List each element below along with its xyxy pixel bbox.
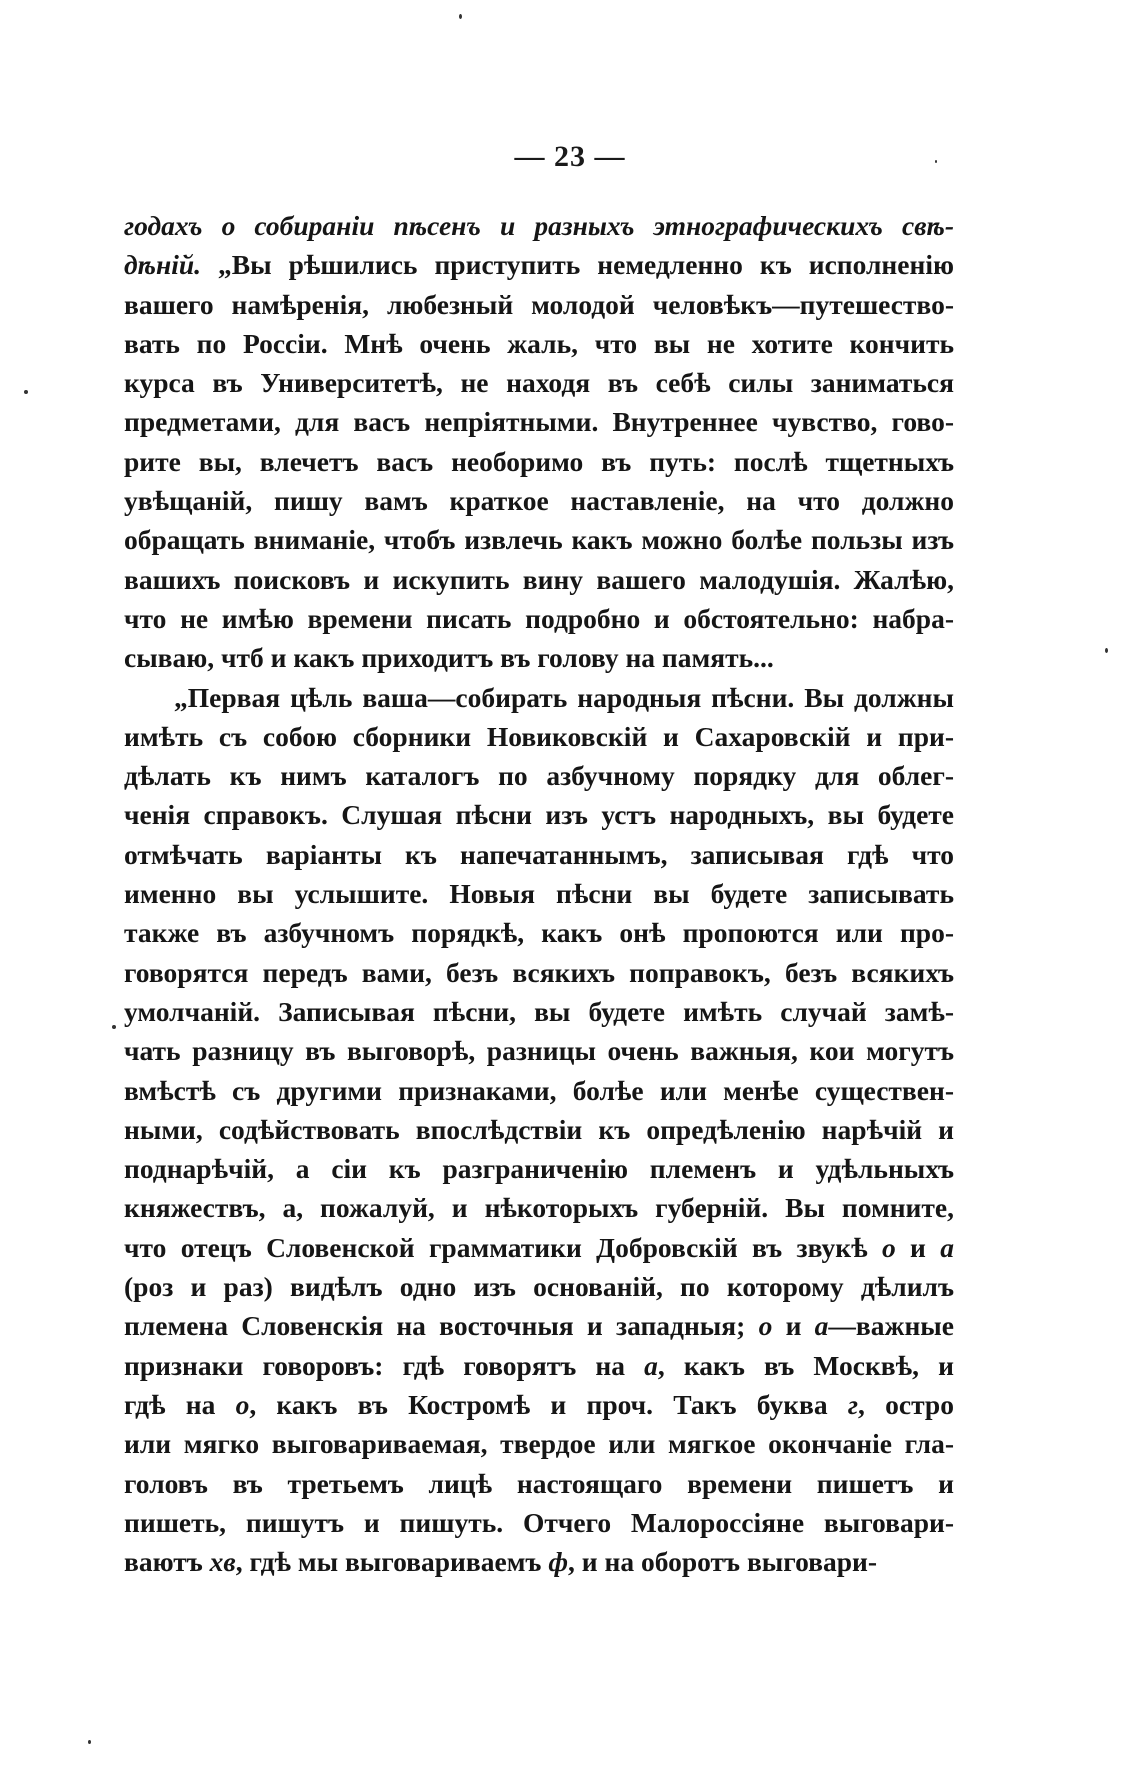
text-segment: поднарѣчій, а сіи къ разграниченію племенъ и удѣльныхъ — [124, 1153, 954, 1185]
text-line — [124, 1110, 954, 1149]
text-line — [124, 1188, 954, 1227]
text-line — [124, 1267, 954, 1306]
italic-text-segment: а — [644, 1349, 658, 1381]
text-segment: говорятся передъ вами, безъ всякихъ поправокъ, безъ всякихъ — [124, 956, 954, 988]
italic-text-segment: о — [235, 1388, 250, 1420]
italic-text-segment: годахъ о собираніи пѣсенъ и разныхъ этнографическихъ свѣ- — [124, 210, 954, 241]
text-line — [124, 1071, 954, 1110]
text-segment: чать разницу въ выговорѣ, разницы очень важныя, кои могутъ — [124, 1035, 954, 1067]
text-segment: что отецъ Словенской грамматики Добровскій въ звукѣ — [124, 1231, 882, 1263]
text-segment: (роз и раз) видѣлъ одно изъ основаній, по которому дѣлилъ — [124, 1271, 954, 1303]
text-segment: ченія справокъ. Слушая пѣсни изъ устъ народныхъ, вы будете — [124, 799, 954, 831]
text-line — [124, 913, 954, 952]
text-line — [124, 678, 954, 717]
text-segment: пишеть, пишутъ и пишуть. Отчего Малороссіяне выговари- — [124, 1506, 954, 1538]
text-line — [124, 1031, 954, 1070]
text-segment: , гдѣ мы выговариваемъ — [235, 1546, 549, 1578]
text-segment: дѣлать къ нимъ каталогъ по азбучному порядку для облег- — [124, 760, 954, 792]
text-segment: также въ азбучномъ порядкѣ, какъ онѣ пропоются или про- — [124, 917, 954, 949]
text-line — [124, 245, 954, 284]
italic-text-segment: о — [758, 1310, 773, 1342]
scan-speck — [88, 1740, 91, 1744]
text-segment: и — [772, 1310, 815, 1342]
text-line — [124, 638, 954, 677]
scan-speck — [112, 1025, 116, 1029]
text-line — [124, 599, 954, 638]
text-segment: или мягко выговариваемая, твердое или мягкое окончаніе гла- — [124, 1428, 954, 1460]
text-segment: , и на оборотъ выговари- — [568, 1546, 878, 1578]
text-segment: вать по Россіи. Мнѣ очень жаль, что вы не хотите кончить — [124, 327, 954, 359]
text-segment: , остро — [858, 1388, 954, 1420]
text-segment: отмѣчать варіанты къ напечатаннымъ, записывая гдѣ что — [124, 838, 954, 870]
text-segment: что не имѣю времени писать подробно и обстоятельно: набра- — [124, 602, 954, 634]
text-segment: ваютъ — [124, 1546, 210, 1578]
text-line — [124, 363, 954, 402]
italic-text-segment: о — [881, 1231, 896, 1263]
text-line — [124, 206, 954, 245]
text-segment: „Вы рѣшились приступить немедленно къ исполненію — [201, 249, 954, 281]
scan-speck — [459, 14, 462, 19]
text-segment: признаки говоровъ: гдѣ говорятъ на — [124, 1349, 645, 1381]
text-segment: племена Словенскія на восточныя и западныя; — [124, 1310, 759, 1342]
text-line — [124, 324, 954, 363]
text-line — [124, 1346, 954, 1385]
text-line — [124, 756, 954, 795]
text-line — [124, 1385, 954, 1424]
text-line — [124, 1503, 954, 1542]
italic-text-segment: а — [940, 1231, 954, 1263]
text-line — [124, 992, 954, 1031]
text-line — [124, 402, 954, 441]
text-segment: предметами, для васъ непріятными. Внутреннее чувство, гово- — [124, 406, 954, 438]
text-line — [124, 717, 954, 756]
text-segment: имѣть съ собою сборники Новиковскій и Сахаровскій и при- — [124, 720, 954, 752]
body-text — [124, 206, 954, 1581]
text-segment: , какъ въ Москвѣ, и — [657, 1349, 954, 1381]
text-segment: увѣщаній, пишу вамъ краткое наставленіе, на что должно — [124, 485, 954, 517]
text-segment: курса въ Университетѣ, не находя въ себѣ силы заниматься — [124, 367, 954, 399]
text-line — [124, 795, 954, 834]
text-line — [124, 1306, 954, 1345]
italic-text-segment: дѣній. — [124, 249, 202, 281]
text-line — [124, 1149, 954, 1188]
text-segment: ными, содѣйствовать впослѣдствіи къ опредѣленію нарѣчій и — [124, 1113, 954, 1145]
text-segment: гдѣ на — [124, 1388, 236, 1420]
italic-text-segment: г — [847, 1388, 859, 1420]
text-segment: вмѣстѣ съ другими признаками, болѣе или менѣе существен- — [124, 1074, 954, 1106]
scan-speck — [1105, 648, 1108, 653]
text-segment: сываю, чтб и какъ приходитъ въ голову на память... — [124, 642, 774, 674]
text-line — [124, 1464, 954, 1503]
text-line — [124, 481, 954, 520]
italic-text-segment: хв — [209, 1546, 236, 1578]
text-segment: рите вы, влечетъ васъ необоримо въ путь: послѣ тщетныхъ — [124, 445, 954, 477]
text-segment: княжествъ, а, пожалуй, и нѣкоторыхъ губерній. Вы помните, — [124, 1192, 954, 1224]
text-line — [124, 1424, 954, 1463]
text-segment: —важные — [828, 1310, 954, 1342]
page-number: — 23 — — [514, 140, 626, 173]
text-line — [124, 835, 954, 874]
scan-speck — [24, 390, 28, 394]
text-line — [124, 520, 954, 559]
text-line — [124, 285, 954, 324]
text-segment: умолчаній. Записывая пѣсни, вы будете имѣть случай замѣ- — [124, 995, 954, 1027]
scan-speck — [935, 160, 937, 163]
text-segment: вашего намѣренія, любезный молодой человѣкъ—путешество- — [124, 288, 954, 320]
text-line — [124, 874, 954, 913]
text-segment: и — [895, 1231, 941, 1263]
text-line — [124, 1228, 954, 1267]
text-segment: головъ въ третьемъ лицѣ настоящаго времени пишетъ и — [124, 1467, 954, 1499]
text-line — [124, 1542, 954, 1581]
italic-text-segment: а — [814, 1310, 829, 1342]
text-segment: „Первая цѣль ваша—собирать народныя пѣсни. Вы должны — [174, 681, 954, 713]
text-segment: , какъ въ Костромѣ и проч. Такъ буква — [249, 1388, 848, 1420]
text-segment: именно вы услышите. Новыя пѣсни вы будете записывать — [124, 878, 954, 910]
text-segment: вашихъ поисковъ и искупить вину вашего малодушія. Жалѣю, — [124, 563, 954, 595]
text-line — [124, 560, 954, 599]
text-line — [124, 953, 954, 992]
text-line — [124, 442, 954, 481]
italic-text-segment: ф — [548, 1546, 569, 1578]
text-segment: обращать вниманіе, чтобъ извлечь какъ можно болѣе пользы изъ — [124, 524, 954, 556]
